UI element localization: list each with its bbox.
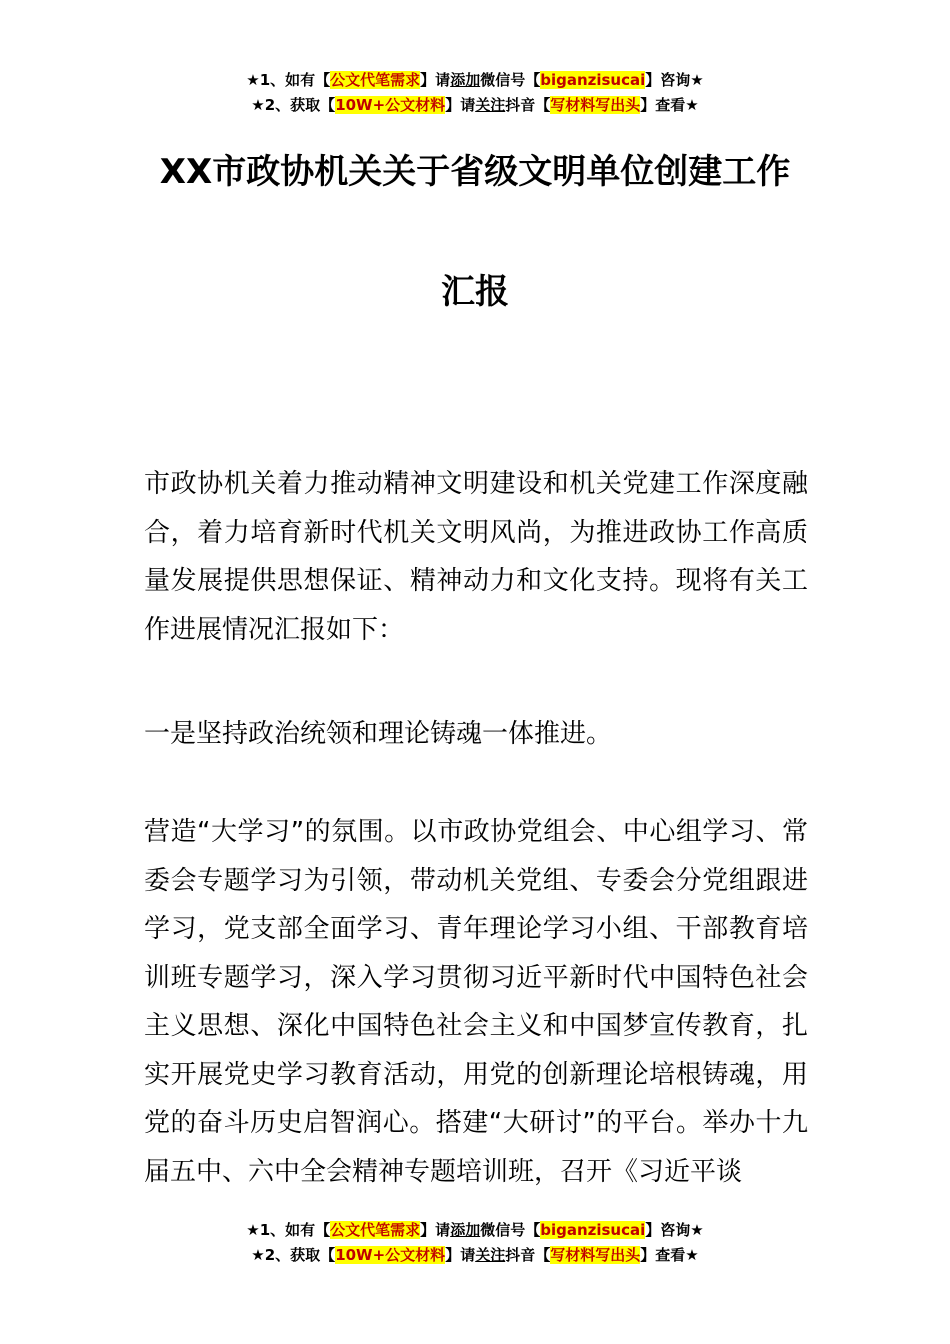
douyin-account: 写材料写出头	[550, 1246, 641, 1264]
document-title-line-2: 汇报	[441, 272, 509, 312]
section-heading-1: 一是坚持政治统领和理论铸魂一体推进。	[144, 719, 613, 749]
promo-line-2: ★2、获取【10W+公文材料】请关注抖音【写材料写出头】查看★	[251, 1246, 699, 1264]
promo-line-1: ★1、如有【公文代笔需求】请添加微信号【biganzisucai】咨询★	[246, 71, 704, 89]
body-paragraph: 营造“大学习”的氛围。以市政协党组会、中心组学习、常委会专题学习为引领，带动机关党组、专委会分党组跟进学习，党支部全面学习、青年理论学习小组、干部教育培训班专题学习，深入学习贯彻习近平新时代中国特色社会主义思想、深化中国特色社会主义和中国梦宣传教育，扎实开展党史学习教育活动，用党的创新理论培根铸魂，用党的奋斗历史启智润心。搭建“大研讨”的平台。举办十九届五中、六中全会精神专题培训班，召开《习近平谈	[144, 817, 808, 1187]
intro-paragraph: 市政协机关着力推动精神文明建设和机关党建工作深度融合，着力培育新时代机关文明风尚，为推进政协工作高质量发展提供思想保证、精神动力和文化支持。现将有关工作进展情况汇报如下：	[144, 469, 808, 645]
header-promo-banner	[0, 68, 950, 118]
promo-line-1: ★1、如有【公文代笔需求】请添加微信号【biganzisucai】咨询★	[246, 1221, 704, 1239]
document-title-line-1: XX市政协机关关于省级文明单位创建工作	[159, 152, 791, 192]
wechat-id: biganzisucai	[540, 71, 646, 89]
footer-promo-banner	[0, 1218, 950, 1268]
douyin-account: 写材料写出头	[550, 96, 641, 114]
promo-highlight: 公文代笔需求	[330, 1221, 421, 1239]
wechat-id: biganzisucai	[540, 1221, 646, 1239]
promo-highlight: 10W+公文材料	[335, 96, 446, 114]
promo-highlight: 公文代笔需求	[330, 71, 421, 89]
promo-highlight: 10W+公文材料	[335, 1246, 446, 1264]
promo-line-2: ★2、获取【10W+公文材料】请关注抖音【写材料写出头】查看★	[251, 96, 699, 114]
